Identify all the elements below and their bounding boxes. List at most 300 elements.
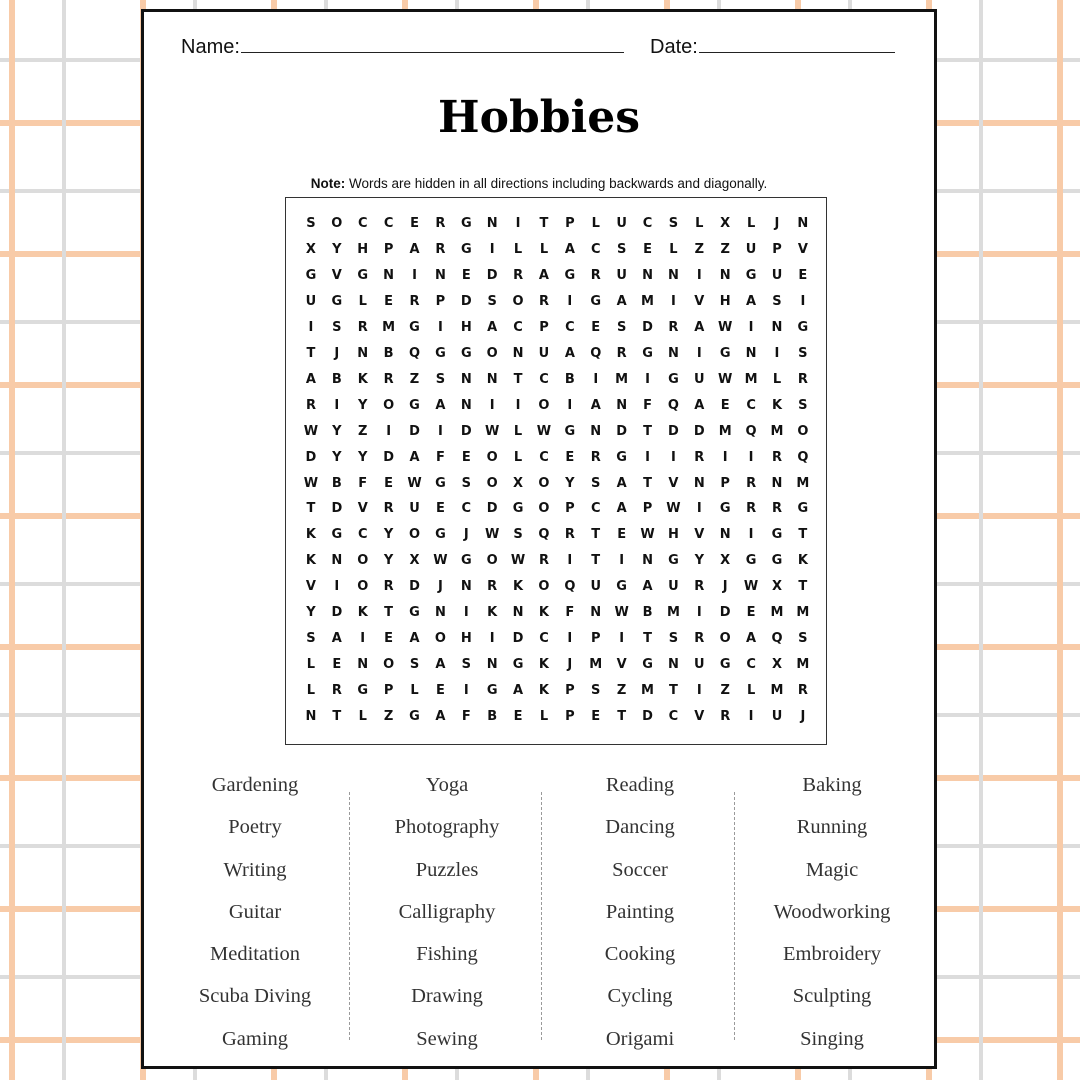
grid-letter[interactable]: O <box>357 553 369 569</box>
grid-letter[interactable]: I <box>567 397 573 413</box>
grid-letter[interactable]: N <box>486 371 498 387</box>
grid-letter[interactable]: I <box>567 631 573 647</box>
grid-letter[interactable]: G <box>460 216 472 231</box>
grid-letter[interactable]: P <box>435 293 446 309</box>
grid-letter[interactable]: A <box>538 267 549 283</box>
grid-letter[interactable]: L <box>772 371 782 387</box>
grid-letter[interactable]: G <box>305 267 317 283</box>
grid-letter[interactable]: T <box>798 527 808 543</box>
grid-letter[interactable]: A <box>487 319 498 335</box>
grid-letter[interactable]: N <box>460 397 472 413</box>
grid-letter[interactable]: C <box>642 216 653 231</box>
grid-letter[interactable]: G <box>719 501 731 517</box>
grid-letter[interactable]: I <box>696 345 702 361</box>
grid-letter[interactable]: A <box>305 371 316 387</box>
grid-letter[interactable]: W <box>640 527 655 543</box>
grid-letter[interactable]: Q <box>408 345 421 361</box>
grid-letter[interactable]: G <box>771 553 783 569</box>
grid-letter[interactable]: N <box>590 605 602 621</box>
grid-letter[interactable]: W <box>485 423 500 439</box>
grid-letter[interactable]: J <box>722 579 728 595</box>
grid-letter[interactable]: R <box>305 397 316 413</box>
grid-letter[interactable]: G <box>409 319 420 335</box>
grid-letter[interactable]: G <box>409 605 420 621</box>
grid-letter[interactable]: L <box>513 423 523 439</box>
grid-letter[interactable]: X <box>771 579 782 595</box>
grid-letter[interactable]: V <box>357 501 368 517</box>
grid-letter[interactable]: O <box>357 579 369 595</box>
grid-letter[interactable]: N <box>460 579 472 595</box>
grid-letter[interactable]: G <box>435 345 446 361</box>
grid-letter[interactable]: I <box>774 345 780 361</box>
grid-letter[interactable]: N <box>383 267 395 283</box>
grid-letter[interactable]: W <box>743 579 759 595</box>
grid-letter[interactable]: R <box>668 319 679 335</box>
grid-letter[interactable]: T <box>643 631 652 647</box>
grid-letter[interactable]: M <box>796 657 810 673</box>
grid-letter[interactable]: R <box>616 345 627 361</box>
grid-letter[interactable]: Q <box>667 397 679 413</box>
grid-letter[interactable]: M <box>718 423 732 439</box>
grid-letter[interactable]: W <box>666 501 681 517</box>
grid-letter[interactable]: F <box>461 709 471 725</box>
grid-letter[interactable]: I <box>619 553 625 569</box>
grid-letter[interactable]: R <box>487 579 498 595</box>
grid-letter[interactable]: E <box>591 709 601 725</box>
grid-letter[interactable]: I <box>515 216 521 231</box>
grid-letter[interactable]: M <box>744 371 758 387</box>
grid-letter[interactable]: S <box>409 657 420 673</box>
grid-letter[interactable]: U <box>745 241 757 257</box>
grid-letter[interactable]: E <box>591 319 601 335</box>
grid-letter[interactable]: R <box>383 501 394 517</box>
grid-letter[interactable]: G <box>564 423 576 439</box>
grid-letter[interactable]: D <box>383 449 395 465</box>
grid-letter[interactable]: E <box>565 449 575 465</box>
grid-letter[interactable]: A <box>590 397 601 413</box>
grid-letter[interactable]: A <box>435 709 446 725</box>
grid-letter[interactable]: O <box>538 501 550 517</box>
grid-letter[interactable]: O <box>538 475 550 491</box>
grid-letter[interactable]: U <box>771 709 783 725</box>
grid-letter[interactable]: Q <box>538 527 550 543</box>
grid-letter[interactable]: J <box>463 527 469 543</box>
grid-letter[interactable]: T <box>384 605 394 621</box>
grid-letter[interactable]: M <box>770 423 784 439</box>
grid-letter[interactable]: G <box>512 657 524 673</box>
grid-letter[interactable]: E <box>410 216 419 231</box>
grid-letter[interactable]: Y <box>332 241 342 257</box>
grid-letter[interactable]: M <box>796 475 810 491</box>
grid-letter[interactable]: Y <box>383 527 394 543</box>
grid-letter[interactable]: R <box>331 683 342 699</box>
grid-letter[interactable]: G <box>486 683 498 699</box>
grid-letter[interactable]: D <box>331 501 343 517</box>
grid-letter[interactable]: Z <box>383 709 394 725</box>
grid-letter[interactable]: S <box>591 683 601 699</box>
grid-letter[interactable]: Q <box>564 579 576 595</box>
grid-letter[interactable]: R <box>564 527 575 543</box>
grid-letter[interactable]: C <box>746 657 756 673</box>
grid-letter[interactable]: I <box>489 241 495 257</box>
grid-letter[interactable]: G <box>409 397 420 413</box>
grid-letter[interactable]: L <box>306 657 316 673</box>
grid-letter[interactable]: I <box>463 605 469 621</box>
grid-letter[interactable]: A <box>435 657 446 673</box>
grid-letter[interactable]: S <box>435 371 446 387</box>
grid-letter[interactable]: F <box>358 475 368 491</box>
grid-letter[interactable]: I <box>386 423 392 439</box>
grid-letter[interactable]: W <box>407 475 422 491</box>
grid-letter[interactable]: M <box>666 605 680 621</box>
grid-letter[interactable]: R <box>357 319 368 335</box>
grid-letter[interactable]: V <box>668 475 679 491</box>
grid-letter[interactable]: A <box>513 683 524 699</box>
grid-letter[interactable]: N <box>667 345 679 361</box>
grid-letter[interactable]: T <box>617 709 627 725</box>
grid-letter[interactable]: G <box>460 553 472 569</box>
grid-letter[interactable]: I <box>645 371 650 387</box>
grid-letter[interactable]: H <box>460 319 472 335</box>
grid-letter[interactable]: C <box>539 631 549 647</box>
grid-letter[interactable]: O <box>434 631 446 647</box>
grid-letter[interactable]: L <box>358 709 367 725</box>
grid-letter[interactable]: R <box>746 501 757 517</box>
grid-letter[interactable]: X <box>409 553 420 569</box>
grid-letter[interactable]: O <box>486 345 498 361</box>
grid-letter[interactable]: X <box>771 657 782 673</box>
grid-letter[interactable]: K <box>357 371 368 387</box>
grid-letter[interactable]: U <box>771 267 783 283</box>
grid-letter[interactable]: L <box>513 449 523 465</box>
grid-letter[interactable]: K <box>357 605 368 621</box>
grid-letter[interactable]: N <box>357 657 369 673</box>
grid-letter[interactable]: J <box>800 709 806 725</box>
grid-letter[interactable]: U <box>668 579 679 595</box>
grid-letter[interactable]: U <box>590 579 602 595</box>
grid-letter[interactable]: L <box>539 241 549 257</box>
grid-letter[interactable]: B <box>383 345 394 361</box>
grid-letter[interactable]: N <box>486 657 498 673</box>
grid-letter[interactable]: I <box>463 683 469 699</box>
grid-letter[interactable]: V <box>694 709 705 725</box>
grid-letter[interactable]: R <box>771 501 782 517</box>
grid-letter[interactable]: B <box>564 371 575 387</box>
grid-letter[interactable]: M <box>641 683 654 699</box>
grid-letter[interactable]: C <box>357 216 368 231</box>
grid-letter[interactable]: L <box>513 241 523 257</box>
grid-letter[interactable]: G <box>797 319 809 335</box>
grid-letter[interactable]: I <box>696 683 702 699</box>
grid-letter[interactable]: G <box>512 501 524 517</box>
name-field[interactable] <box>181 32 624 59</box>
grid-letter[interactable]: R <box>538 293 549 309</box>
grid-letter[interactable]: F <box>565 605 575 621</box>
grid-letter[interactable]: G <box>331 527 343 543</box>
grid-letter[interactable]: M <box>770 605 784 621</box>
grid-letter[interactable]: D <box>642 709 653 725</box>
grid-letter[interactable]: Q <box>797 449 809 465</box>
grid-letter[interactable]: S <box>513 527 523 543</box>
grid-letter[interactable]: E <box>643 241 652 257</box>
grid-letter[interactable]: P <box>565 216 575 231</box>
grid-letter[interactable]: S <box>798 631 808 647</box>
grid-letter[interactable]: W <box>485 527 500 543</box>
grid-letter[interactable]: C <box>590 501 601 517</box>
grid-letter[interactable]: Y <box>358 397 368 413</box>
grid-letter[interactable]: N <box>512 345 524 361</box>
grid-letter[interactable]: N <box>771 319 783 335</box>
grid-letter[interactable]: O <box>719 631 731 647</box>
grid-letter[interactable]: Y <box>383 553 394 569</box>
grid-letter[interactable]: N <box>667 657 679 673</box>
grid-letter[interactable]: O <box>538 579 550 595</box>
grid-letter[interactable]: N <box>797 216 809 231</box>
grid-letter[interactable]: O <box>486 475 498 491</box>
grid-letter[interactable]: N <box>616 397 628 413</box>
grid-letter[interactable]: E <box>617 527 627 543</box>
grid-letter[interactable]: T <box>643 423 652 439</box>
grid-letter[interactable]: C <box>357 527 368 543</box>
grid-letter[interactable]: G <box>668 553 679 569</box>
grid-letter[interactable]: S <box>798 397 808 413</box>
grid-letter[interactable]: W <box>718 371 733 387</box>
grid-letter[interactable]: N <box>590 423 602 439</box>
grid-letter[interactable]: G <box>719 657 731 673</box>
grid-letter[interactable]: N <box>719 527 731 543</box>
grid-letter[interactable]: V <box>694 293 705 309</box>
grid-letter[interactable]: I <box>412 267 417 283</box>
grid-letter[interactable]: D <box>305 449 317 465</box>
grid-letter[interactable]: L <box>306 683 316 699</box>
grid-letter[interactable]: K <box>487 605 498 621</box>
grid-letter[interactable]: C <box>539 371 549 387</box>
grid-letter[interactable]: U <box>694 657 705 673</box>
grid-letter[interactable]: P <box>383 241 394 257</box>
grid-letter[interactable]: D <box>409 423 420 439</box>
grid-letter[interactable]: D <box>616 423 628 439</box>
grid-letter[interactable]: Q <box>745 423 757 439</box>
name-blank-line[interactable] <box>241 32 624 53</box>
grid-letter[interactable]: R <box>746 475 757 491</box>
grid-letter[interactable]: I <box>696 267 702 283</box>
grid-letter[interactable]: G <box>745 267 757 283</box>
grid-letter[interactable]: N <box>331 553 343 569</box>
grid-letter[interactable]: P <box>720 475 730 491</box>
grid-letter[interactable]: R <box>383 371 394 387</box>
grid-letter[interactable]: P <box>772 241 782 257</box>
grid-letter[interactable]: W <box>510 553 526 569</box>
grid-letter[interactable]: T <box>306 345 316 361</box>
grid-letter[interactable]: D <box>331 605 343 621</box>
grid-letter[interactable]: Z <box>720 683 730 699</box>
grid-letter[interactable]: Z <box>409 371 420 387</box>
grid-letter[interactable]: N <box>512 605 524 621</box>
grid-letter[interactable]: A <box>746 631 757 647</box>
grid-letter[interactable]: L <box>695 216 704 231</box>
grid-letter[interactable]: T <box>513 371 523 387</box>
grid-letter[interactable]: T <box>643 475 652 491</box>
grid-letter[interactable]: N <box>460 371 472 387</box>
grid-letter[interactable]: R <box>771 449 782 465</box>
grid-letter[interactable]: A <box>694 319 705 335</box>
grid-letter[interactable]: B <box>331 371 342 387</box>
grid-letter[interactable]: P <box>539 319 549 335</box>
grid-letter[interactable]: G <box>719 345 731 361</box>
grid-letter[interactable]: I <box>748 527 754 543</box>
grid-letter[interactable]: Q <box>771 631 783 647</box>
grid-letter[interactable]: M <box>796 605 810 621</box>
grid-letter[interactable]: M <box>770 683 784 699</box>
grid-letter[interactable]: E <box>384 293 394 309</box>
grid-letter[interactable]: G <box>357 267 369 283</box>
grid-letter[interactable]: I <box>593 371 599 387</box>
grid-letter[interactable]: Z <box>720 241 730 257</box>
grid-letter[interactable]: O <box>486 449 498 465</box>
grid-letter[interactable]: M <box>641 293 654 309</box>
grid-letter[interactable]: C <box>539 449 549 465</box>
grid-letter[interactable]: B <box>487 709 498 725</box>
grid-letter[interactable]: N <box>305 709 317 725</box>
grid-letter[interactable]: G <box>745 553 757 569</box>
grid-letter[interactable]: S <box>616 319 627 335</box>
grid-letter[interactable]: I <box>670 293 676 309</box>
grid-letter[interactable]: N <box>745 345 757 361</box>
grid-letter[interactable]: L <box>358 293 367 309</box>
grid-letter[interactable]: P <box>590 631 601 647</box>
grid-letter[interactable]: D <box>693 423 705 439</box>
grid-letter[interactable]: X <box>720 553 731 569</box>
grid-letter[interactable]: M <box>589 657 603 673</box>
grid-letter[interactable]: I <box>334 579 340 595</box>
date-blank-line[interactable] <box>699 32 895 53</box>
grid-letter[interactable]: D <box>719 605 731 621</box>
grid-letter[interactable]: G <box>590 293 602 309</box>
grid-letter[interactable]: G <box>460 345 472 361</box>
grid-letter[interactable]: X <box>720 216 731 231</box>
grid-letter[interactable]: E <box>435 683 445 699</box>
grid-letter[interactable]: O <box>538 397 550 413</box>
grid-letter[interactable]: U <box>305 293 317 309</box>
grid-letter[interactable]: I <box>308 319 314 335</box>
grid-letter[interactable]: A <box>409 631 420 647</box>
grid-letter[interactable]: G <box>642 345 653 361</box>
grid-letter[interactable]: R <box>694 449 705 465</box>
grid-letter[interactable]: W <box>433 553 448 569</box>
grid-letter[interactable]: N <box>693 475 705 491</box>
grid-letter[interactable]: D <box>460 423 472 439</box>
grid-letter[interactable]: H <box>719 293 731 309</box>
grid-letter[interactable]: Y <box>332 449 342 465</box>
grid-letter[interactable]: S <box>306 631 316 647</box>
grid-letter[interactable]: N <box>434 267 446 283</box>
grid-letter[interactable]: R <box>797 683 808 699</box>
grid-letter[interactable]: G <box>331 293 343 309</box>
grid-letter[interactable]: O <box>512 293 524 309</box>
grid-letter[interactable]: O <box>331 216 343 231</box>
grid-letter[interactable]: F <box>435 449 445 465</box>
grid-letter[interactable]: C <box>746 397 756 413</box>
grid-letter[interactable]: A <box>746 293 757 309</box>
grid-letter[interactable]: O <box>486 553 498 569</box>
grid-letter[interactable]: D <box>668 423 679 439</box>
grid-letter[interactable]: I <box>515 397 521 413</box>
grid-letter[interactable]: L <box>746 216 756 231</box>
grid-letter[interactable]: K <box>305 553 316 569</box>
grid-letter[interactable]: K <box>797 553 808 569</box>
grid-letter[interactable]: V <box>694 527 705 543</box>
grid-letter[interactable]: E <box>461 267 471 283</box>
grid-letter[interactable]: N <box>357 345 369 361</box>
grid-letter[interactable]: V <box>331 267 342 283</box>
grid-letter[interactable]: R <box>797 371 808 387</box>
grid-letter[interactable]: G <box>797 501 809 517</box>
grid-letter[interactable]: E <box>332 657 342 673</box>
grid-letter[interactable]: D <box>486 501 498 517</box>
grid-letter[interactable]: I <box>489 631 495 647</box>
grid-letter[interactable]: G <box>771 527 783 543</box>
grid-letter[interactable]: I <box>722 449 728 465</box>
grid-letter[interactable]: Y <box>565 475 575 491</box>
grid-letter[interactable]: O <box>797 423 809 439</box>
grid-letter[interactable]: A <box>435 397 446 413</box>
grid-letter[interactable]: A <box>616 501 627 517</box>
grid-letter[interactable]: O <box>383 397 395 413</box>
grid-letter[interactable]: G <box>357 683 369 699</box>
grid-letter[interactable]: I <box>437 319 443 335</box>
grid-letter[interactable]: A <box>616 475 627 491</box>
grid-letter[interactable]: K <box>771 397 783 413</box>
grid-letter[interactable]: I <box>748 709 754 725</box>
grid-letter[interactable]: K <box>538 683 549 699</box>
grid-letter[interactable]: B <box>331 475 342 491</box>
grid-letter[interactable]: P <box>642 501 653 517</box>
grid-letter[interactable]: H <box>460 631 472 647</box>
grid-letter[interactable]: Y <box>694 553 705 569</box>
grid-letter[interactable]: S <box>668 631 679 647</box>
grid-letter[interactable]: W <box>303 475 319 491</box>
grid-letter[interactable]: W <box>303 423 319 439</box>
grid-letter[interactable]: I <box>437 423 443 439</box>
grid-letter[interactable]: G <box>435 475 446 491</box>
grid-letter[interactable]: C <box>513 319 523 335</box>
grid-letter[interactable]: K <box>538 605 549 621</box>
grid-letter[interactable]: A <box>409 241 420 257</box>
grid-letter[interactable]: E <box>513 709 523 725</box>
grid-letter[interactable]: T <box>668 683 678 699</box>
grid-letter[interactable]: V <box>305 579 316 595</box>
grid-letter[interactable]: N <box>667 267 679 283</box>
grid-letter[interactable]: E <box>720 397 730 413</box>
grid-letter[interactable]: I <box>670 449 676 465</box>
grid-letter[interactable]: G <box>564 267 576 283</box>
grid-letter[interactable]: H <box>357 241 369 257</box>
grid-letter[interactable]: U <box>538 345 550 361</box>
grid-letter[interactable]: J <box>437 579 443 595</box>
grid-letter[interactable]: S <box>461 475 471 491</box>
grid-letter[interactable]: T <box>332 709 342 725</box>
grid-letter[interactable]: I <box>489 397 495 413</box>
grid-letter[interactable]: I <box>696 501 702 517</box>
grid-letter[interactable]: S <box>798 345 808 361</box>
grid-letter[interactable]: P <box>565 683 575 699</box>
grid-letter[interactable]: C <box>461 501 472 517</box>
grid-letter[interactable]: S <box>306 216 316 231</box>
grid-letter[interactable]: J <box>567 657 573 673</box>
grid-letter[interactable]: L <box>539 709 549 725</box>
grid-letter[interactable]: G <box>668 371 679 387</box>
grid-letter[interactable]: N <box>434 605 446 621</box>
